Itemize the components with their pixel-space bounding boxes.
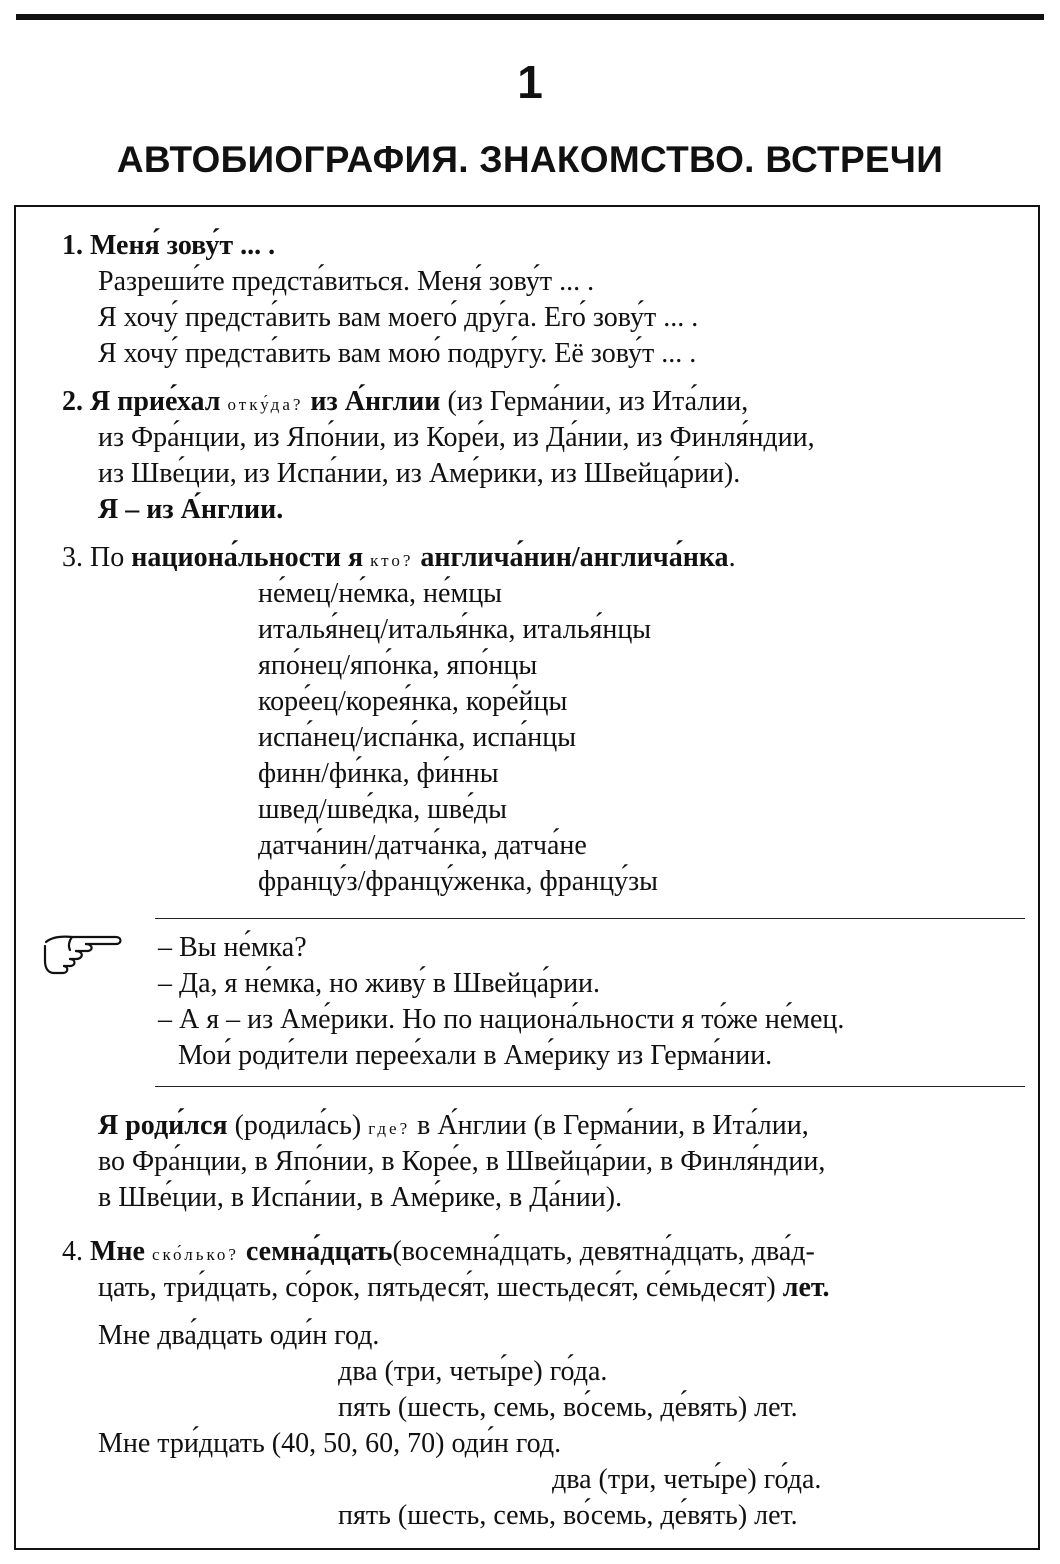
- section-1-phrase: Меня́ зову́т ... .: [90, 230, 276, 261]
- nationality-item: коре́ец/корея́нка, коре́йцы: [258, 686, 568, 717]
- nationality-item: не́мец/не́мка, не́мцы: [258, 578, 502, 609]
- nationality-item: италья́нец/италья́нка, италья́нцы: [258, 614, 652, 645]
- section-1-line-3: Я хочу́ предста́вить вам моего́ дру́га. Его́ зову́т ... .: [98, 302, 699, 333]
- born-variants: в А́нглии (в Герма́нии, в Ита́лии,: [417, 1110, 809, 1141]
- section-3-prep: По: [90, 542, 125, 573]
- section-4-variants: (восемна́дцать, девятна́дцать, два́д-: [392, 1236, 815, 1267]
- section-3-phrase: национа́льности я: [131, 542, 364, 573]
- section-2-number: 2.: [62, 386, 83, 417]
- section-2-line-4: Я – из А́нглии.: [98, 494, 284, 525]
- section-2-variants: (из Герма́нии, из Ита́лии,: [447, 386, 749, 417]
- section-4-line-1: [62, 1234, 815, 1270]
- chapter-title: АВТОБИОГРАФИЯ. ЗНАКОМСТВО. ВСТРЕЧИ: [116, 139, 944, 180]
- section-2-answer: из А́нглии: [310, 386, 441, 417]
- section-3-number: 3.: [62, 542, 83, 573]
- section-4-line-2: [98, 1270, 830, 1306]
- section-1-number: 1.: [62, 230, 83, 261]
- top-rule: [16, 14, 1044, 20]
- section-4-question: ско́лько?: [152, 1245, 239, 1264]
- section-2-question: отку́да?: [227, 395, 304, 414]
- nationality-item: датча́нин/датча́нка, датча́не: [258, 830, 587, 861]
- section-4-answer: семна́дцать: [245, 1236, 393, 1267]
- born-line-3: в Шве́ции, в Испа́нии, в Аме́рике, в Да́нии).: [98, 1182, 623, 1213]
- dialog-top-rule: [155, 918, 1025, 919]
- section-4-let: лет.: [782, 1272, 830, 1303]
- section-1-line-4: Я хочу́ предста́вить вам мою́ подру́гу. Её зову́т ... .: [98, 338, 697, 369]
- dialog-line: – Да, я не́мка, но живу́ в Швейца́рии.: [158, 968, 601, 999]
- dialog-bottom-rule: [155, 1086, 1025, 1087]
- section-2-line-1: [62, 384, 748, 420]
- born-phrase: Я роди́лся: [98, 1110, 228, 1141]
- nationality-item: япо́нец/япо́нка, япо́нцы: [258, 650, 538, 681]
- section-3-question: кто?: [370, 551, 414, 570]
- age-example: Мне два́дцать оди́н год.: [98, 1320, 380, 1351]
- dialog-line: – Вы не́мка?: [158, 932, 307, 963]
- section-1-line-1: [62, 228, 275, 264]
- chapter-number: 1: [517, 56, 543, 108]
- born-question: где?: [368, 1119, 411, 1138]
- age-example: Мне три́дцать (40, 50, 60, 70) оди́н год.: [98, 1428, 562, 1459]
- section-2-line-3: из Шве́ции, из Испа́нии, из Аме́рики, из Швейца́рии).: [98, 458, 741, 489]
- born-line-2: во Фра́нции, в Япо́нии, в Коре́е, в Швейца́рии, в Финля́ндии,: [98, 1146, 826, 1177]
- age-example: два (три, четы́ре) го́да.: [552, 1464, 822, 1495]
- nationality-item: францу́з/францу́женка, францу́зы: [258, 866, 658, 897]
- section-4-variants-cont: цать, три́дцать, со́рок, пятьдеся́т, шестьдеся́т, се́мьдесят): [98, 1272, 776, 1303]
- section-3-answer: англича́нин/англича́нка: [420, 542, 729, 573]
- dialog-line: – А я – из Аме́рики. Но по национа́льности я то́же не́мец.: [158, 1004, 845, 1035]
- nationality-item: финн/фи́нка, фи́нны: [258, 758, 499, 789]
- born-line-1: [98, 1108, 809, 1144]
- age-example: два (три, четы́ре) го́да.: [338, 1356, 608, 1387]
- section-2-phrase: Я прие́хал: [90, 386, 221, 417]
- nationality-item: швед/шве́дка, шве́ды: [258, 794, 507, 825]
- section-4-number: 4.: [62, 1236, 83, 1267]
- section-3-period: .: [728, 542, 736, 573]
- age-example: пять (шесть, семь, во́семь, де́вять) лет.: [338, 1392, 798, 1423]
- nationality-item: испа́нец/испа́нка, испа́нцы: [258, 722, 577, 753]
- born-feminine: (родила́сь): [234, 1110, 362, 1141]
- pointing-hand-icon: [42, 928, 124, 978]
- section-3-line-1: [62, 540, 736, 576]
- section-4-phrase: Мне: [90, 1236, 145, 1267]
- dialog-line: Мои́ роди́тели перее́хали в Аме́рику из Герма́нии.: [178, 1040, 773, 1071]
- section-2-line-2: из Фра́нции, из Япо́нии, из Коре́и, из Да́нии, из Финля́ндии,: [98, 422, 815, 453]
- age-example: пять (шесть, семь, во́семь, де́вять) лет.: [338, 1500, 798, 1531]
- section-1-line-2: Разреши́те предста́виться. Меня́ зову́т ... .: [98, 266, 595, 297]
